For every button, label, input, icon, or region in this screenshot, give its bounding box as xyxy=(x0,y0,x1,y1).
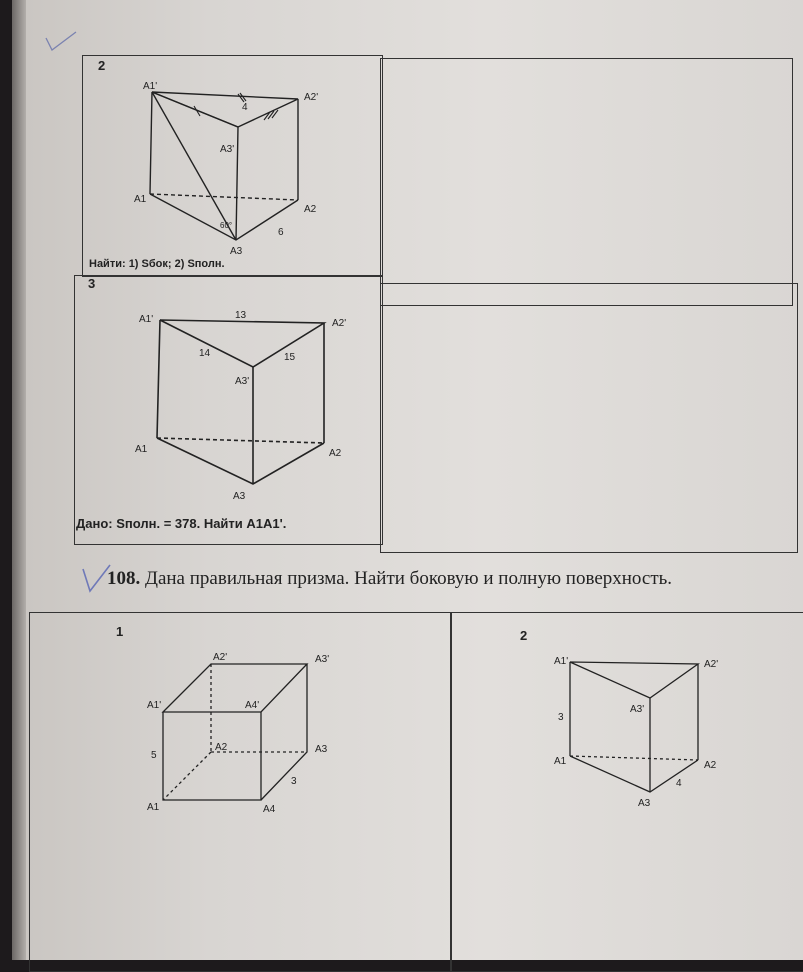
vertex-label: A3' xyxy=(630,704,645,715)
problem-number: 2 xyxy=(520,628,528,643)
problem-number: 2 xyxy=(98,58,106,73)
vertex-label: A1' xyxy=(147,700,162,711)
vertex-label: A2 xyxy=(215,742,228,753)
answer-cell-3 xyxy=(380,283,798,553)
vertex-label: A1 xyxy=(554,756,567,767)
vertex-label: A2' xyxy=(704,659,719,670)
vertex-label: A1 xyxy=(147,802,160,813)
vertex-label: A2 xyxy=(304,204,317,215)
vertex-label: A1 xyxy=(134,194,147,205)
vertex-label: A2 xyxy=(704,760,717,771)
edge-label: 6 xyxy=(278,227,284,238)
vertex-label: A1' xyxy=(143,81,158,92)
vertex-label: A1' xyxy=(139,314,154,325)
vertex-label: A3 xyxy=(230,246,243,257)
answer-cell-2 xyxy=(380,58,793,306)
vertex-label: A3' xyxy=(235,376,250,387)
vertex-label: A3 xyxy=(638,798,651,809)
problem-number: 1 xyxy=(116,624,124,639)
vertex-label: A3 xyxy=(315,744,328,755)
problem-2-caption: Найти: 1) Sбок; 2) Sполн. xyxy=(89,258,225,270)
edge-label: 3 xyxy=(558,712,564,723)
vertex-label: A2' xyxy=(213,652,228,663)
edge-label: 3 xyxy=(291,776,297,787)
workbook-page xyxy=(12,0,803,960)
cube-figure xyxy=(147,648,347,823)
check-mark-icon xyxy=(42,28,82,58)
vertex-label: A2' xyxy=(304,92,319,103)
angle-label: 60° xyxy=(220,221,233,230)
triangular-prism-figure xyxy=(132,82,332,257)
triangular-prism-figure xyxy=(552,652,732,812)
problem-number: 3 xyxy=(88,276,96,291)
vertex-label: A2' xyxy=(332,318,347,329)
task-108-heading xyxy=(107,568,672,590)
triangular-prism-figure xyxy=(127,306,352,506)
vertex-label: A2 xyxy=(329,448,342,459)
vertex-label: A3' xyxy=(220,144,235,155)
vertex-label: A4 xyxy=(263,804,276,815)
edge-label: 4 xyxy=(242,102,248,113)
task-text: Дана правильная призма. Найти боковую и полную поверхность. xyxy=(145,568,673,589)
vertex-label: A3 xyxy=(233,491,246,502)
task-number: 108. xyxy=(107,568,141,589)
vertex-label: A1' xyxy=(554,656,569,667)
problem-3-caption: Дано: Sполн. = 378. Найти A1A1'. xyxy=(76,516,287,531)
edge-label: 14 xyxy=(199,348,211,359)
edge-label: 13 xyxy=(235,310,247,321)
edge-label: 5 xyxy=(151,750,157,761)
edge-label: 15 xyxy=(284,352,296,363)
vertex-label: A1 xyxy=(135,444,148,455)
edge-label: 4 xyxy=(676,778,682,789)
vertex-label: A3' xyxy=(315,654,330,665)
vertex-label: A4' xyxy=(245,700,260,711)
page-edge xyxy=(12,0,26,960)
